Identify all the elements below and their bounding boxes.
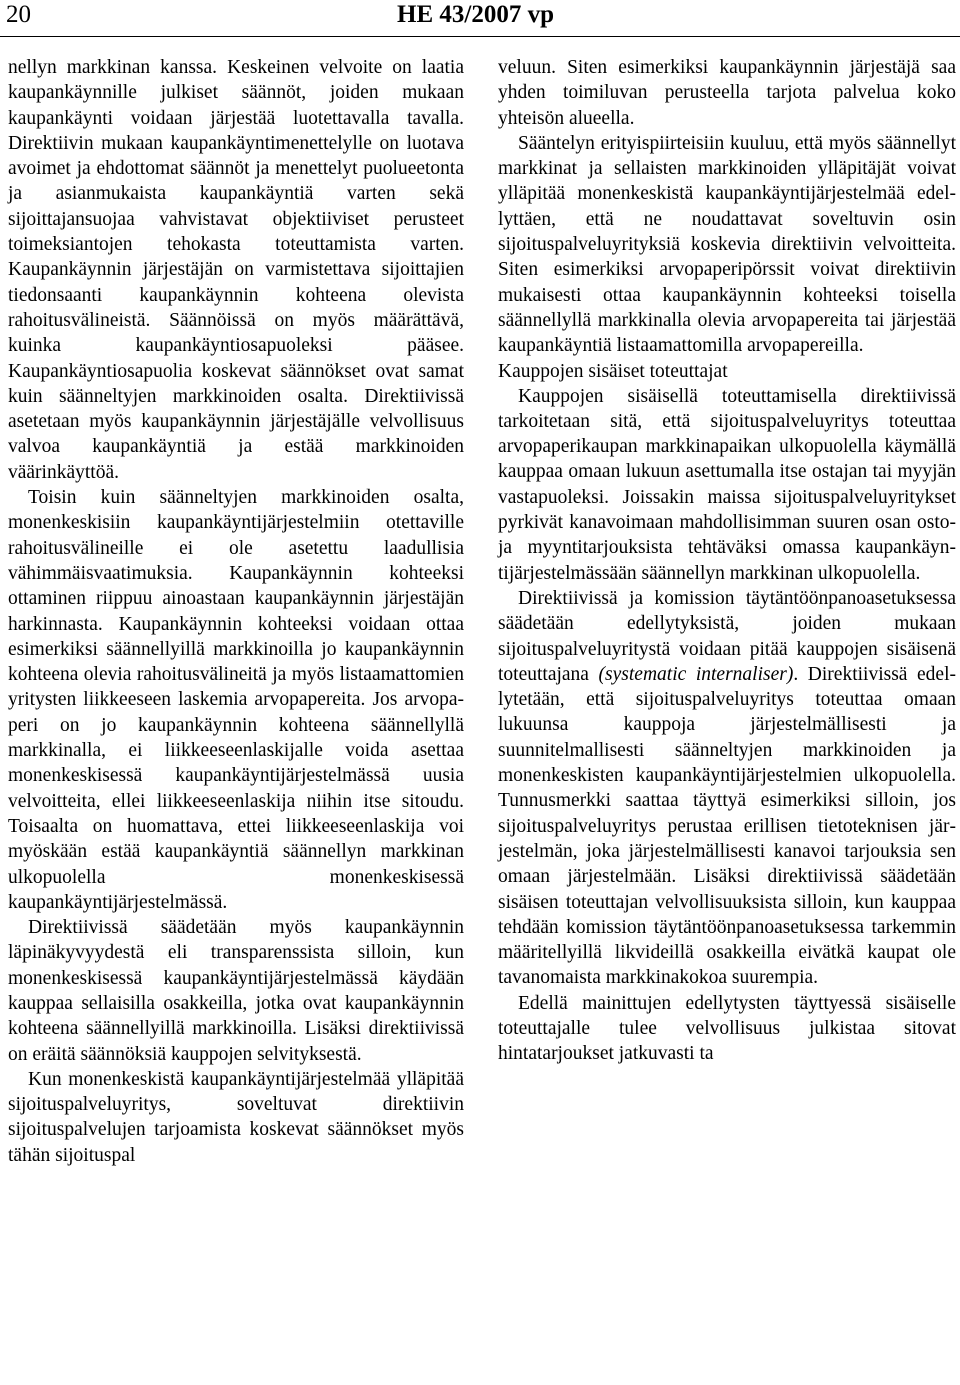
left-paragraph-3: Direktiivissä säädetään myös kaupankäynnin läpinäkyvyydestä eli transparenssista silloin, kun monenkeskisessä kaupankäyntijärjestelmässä käydään kauppaa sellaisilla osakkeilla, jotka ovat kaupankäynnin kohteena säännellyillä markkinoilla. Lisäksi direktiivissä on eräitä säännöksiä kauppojen selvityksestä.	[8, 917, 464, 1065]
left-paragraph-1: nellyn markkinan kanssa. Keskeinen velvoite on laatia kaupankäynnille julkiset säännöt, joiden mukaan kaupankäynti voidaan järjestää luotettavalla tavalla. Direktiivin mukaan kaupankäyntimenettelylle on luotava avoimet ja ehdottomat säännöt ja menettelyt puolueetonta ja asianmukaista kaupankäyntiä varten sekä sijoittajansuojaa vahvistavat objektiiviset perusteet toimeksiantojen tehokasta toteuttamista varten. Kaupankäynnin järjestäjän on varmistettava sijoittajien tiedonsaanti kaupankäynnin kohteena olevista rahoitusvälineistä. Säännöissä on myös määrättävä, kuinka kaupankäyntiosapuoleksi pääsee. Kaupankäyntiosapuolia koskevat säännökset ovat samat kuin säänneltyjen markkinoiden osalta. Direktiivissä asetetaan myös kaupankäynnin järjestäjälle velvollisuus valvoa kaupankäyntiä ja estää markkinoiden väärinkäyttöä.	[8, 57, 464, 483]
paragraph-4-text-end: . Direktiivissä edellytetään, että sijoituspalveluyritys toteuttaa omaan lukuunsa kauppoja järjestelmällisesti ja suunnitelmallisesti säänneltyjen markkinoiden ja monenkeskisten kaupankäyntijärjestelmien ulkopuolella. Tunnusmerkki saattaa täyttyä esimerkiksi silloin, jos sijoituspalveluyritys perustaa erillisen tietoteknisen järjestelmän, joka järjestelmällisesti kanavoi tarjouksia sen omaan järjestelmään. Lisäksi direktiivissä säädetään sisäisen toteuttajan velvollisuuksista silloin, kun kauppaa tehdään komission täytäntöönpanoasetuksessa tarkemmin määritellyillä likvideillä osakkeilla eivätkä kaupat ole tavanomaista markkinakokoa suurempia.	[498, 663, 956, 989]
section-heading: Kauppojen sisäiset toteuttajat	[498, 360, 728, 382]
right-paragraph-4	[498, 586, 956, 991]
page-number: 20	[6, 1, 31, 28]
left-paragraph-4: Kun monenkeskistä kaupankäyntijärjestelmää ylläpitää sijoituspalveluyritys, soveltuvat direktiivin sijoituspalvelujen tarjoamista koskevat säännökset myös tähän sijoituspal	[8, 1068, 464, 1166]
page-header	[0, 0, 960, 40]
paragraph-4-text-start: Direktiivissä ja komission täytäntöönpanoasetuksessa säädetään edellytyksistä, joiden mukaan sijoituspalveluyritystä voidaan pitää kauppojen sisäisenä toteuttajana	[498, 587, 956, 685]
left-paragraph-2: Toisin kuin säänneltyjen markkinoiden osalta, monenkeskisiin kaupankäyntijärjestelmiin otettaville rahoitusvälineille ei ole asetettu laadullisia vähimmäisvaatimuksia. Kaupankäynnin kohteeksi ottaminen riippuu ainoastaan kaupankäynnin järjestäjän harkinnasta. Kaupankäynnin kohteeksi voidaan ottaa esimerkiksi säännellyillä markkinoilla jo kaupankäynnin kohteena olevia rahoitusvälineitä ja myös listaamattomien yritysten liikkeeseen laskemia arvopapereita. Jos arvopaperi on jo kaupankäynnin kohteena säännellyllä markkinalla, ei liikkeeseenlaskijalle voida asettaa monenkeskisessä kaupankäyntijärjestelmässä uusia velvoitteita, ellei liikkeeseenlaskija niihin itse sitoudu. Toisaalta on huomattava, ettei liikkeeseenlaskija voi myöskään estää kaupankäyntiä säännellyn markkinan ulkopuolella monenkeskisessä kaupankäyntijärjestelmässä.	[8, 487, 464, 913]
right-paragraph-5: Edellä mainittujen edellytysten täyttyessä sisäiselle toteuttajalle tulee velvollisuus julkistaa sitovat hintatarjoukset jatkuvasti ta	[498, 992, 956, 1065]
right-paragraph-1: veluun. Siten esimerkiksi kaupankäynnin järjestäjä saa yhden toimiluvan perusteella tarjota palvelua koko yhteisön alueella.	[498, 57, 956, 129]
left-column	[8, 55, 464, 1168]
right-column	[498, 55, 956, 1067]
right-paragraph-2: Sääntelyn erityispiirteisiin kuuluu, että myös säännellyt markkinat ja sellaisten markkinoiden ylläpitäjät voivat ylläpitää monenkeskistä kaupankäyntijärjestelmää edellyttäen, että ne noudattavat soveltuvin osin sijoituspalveluyrityksiä koskevia direktiivin velvoitteita. Siten esimerkiksi arvopaperipörssit voivat direktiivin mukaisesti ottaa kaupankäynnin kohteeksi toisella säännellyllä markkinalla olevia arvopapereita tai järjestää kaupankäyntiä listaamattomilla arvopapereilla.	[498, 132, 956, 357]
right-paragraph-3: Kauppojen sisäisellä toteuttamisella direktiivissä tarkoitetaan sitä, että sijoituspalveluyritys toteuttaa arvopaperikaupan markkinapaikan ulkopuolella käymällä kauppaa omaan lukuun asettumalla itse ostajan tai myyjän vastapuoleksi. Joissakin maissa sijoituspalveluyritykset pyrkivät kanavoimaan mahdollisimman suuren osan osto- ja myyntitarjouksista tehtäväksi omassa kaupankäyntijärjestelmässään säännellyn markkinan ulkopuolella.	[498, 385, 956, 584]
systematic-internaliser-term: (systematic internaliser)	[598, 663, 794, 685]
header-rule	[0, 36, 960, 37]
document-id: HE 43/2007 vp	[397, 1, 554, 28]
